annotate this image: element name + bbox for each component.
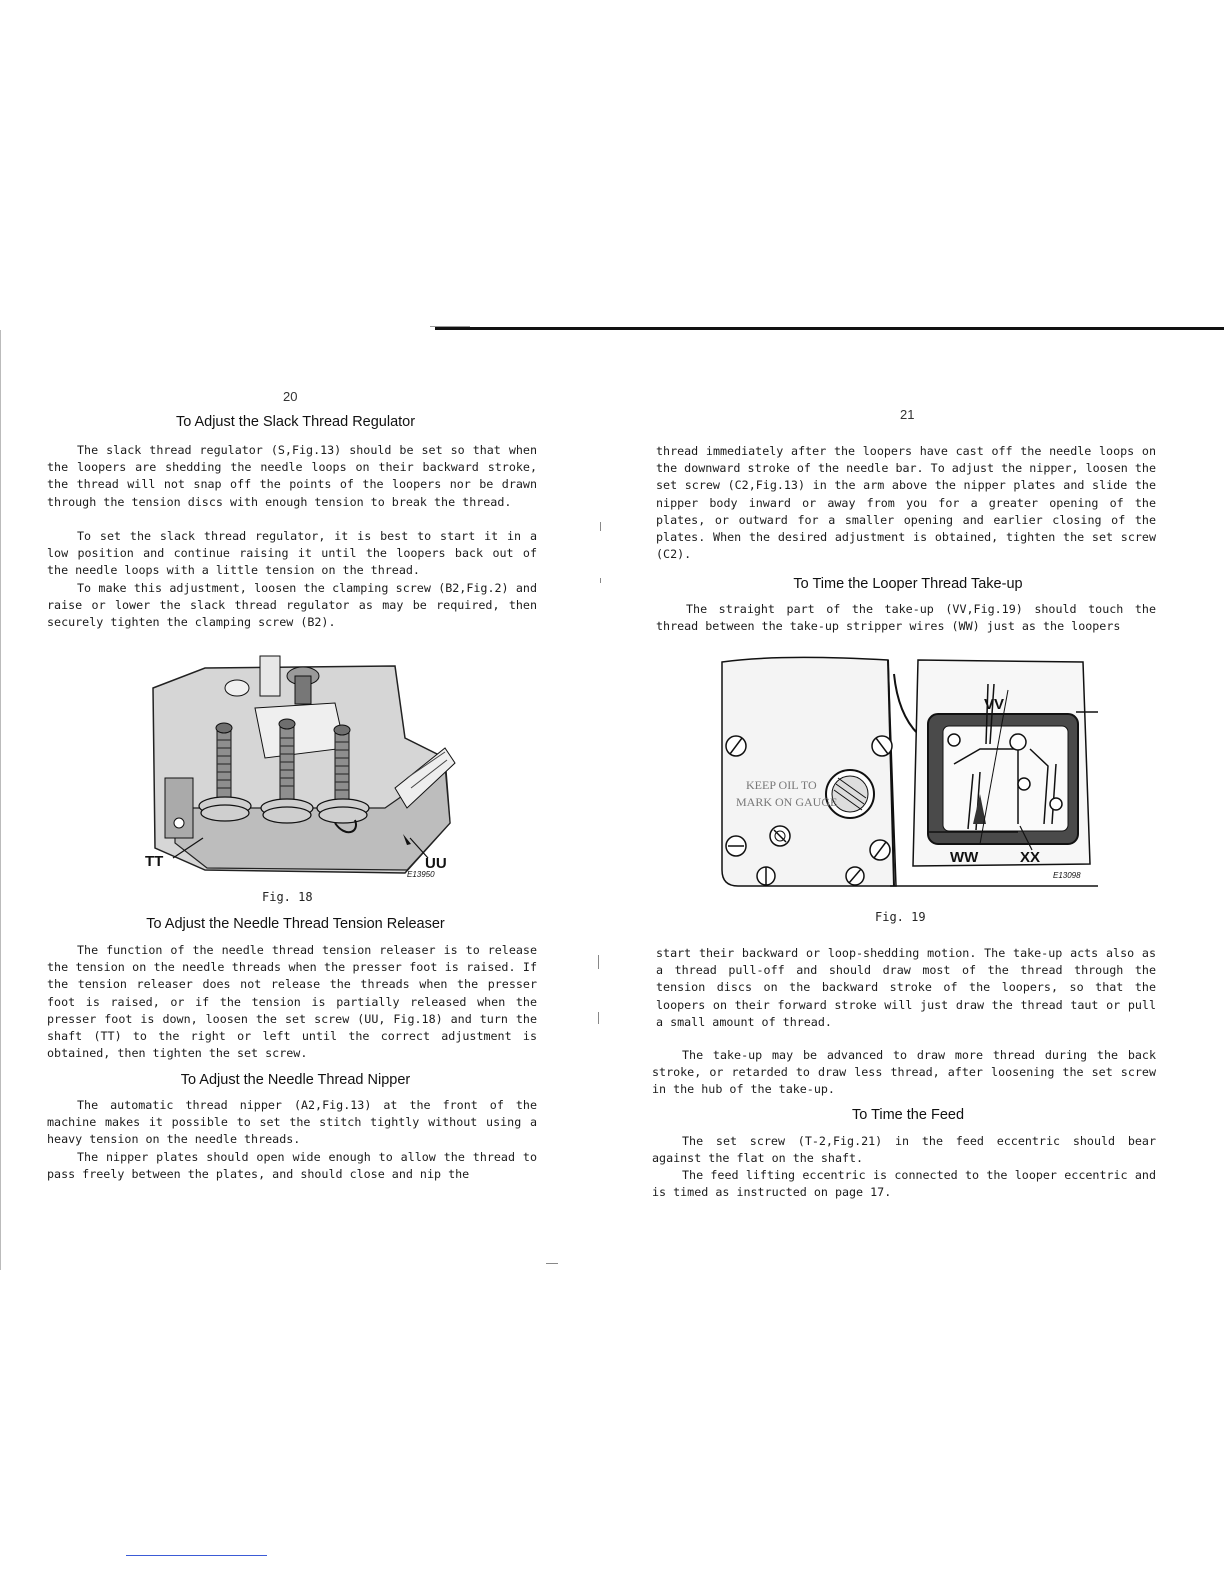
heading-time-the-feed: To Time the Feed xyxy=(851,1107,965,1123)
label-tt: TT xyxy=(145,853,164,870)
label-xx: XX xyxy=(1020,849,1041,866)
top-rule xyxy=(435,327,1224,330)
paragraph: The nipper plates should open wide enough to allow the thread to pass freely between the plates, and should close and nip the xyxy=(47,1150,537,1182)
paragraph: The take-up may be advanced to draw more thread during the back stroke, or retarded to draw less thread, after loosening the set screw in the hub of the take-up. xyxy=(652,1048,1156,1097)
figure-code: E13950 xyxy=(407,870,435,879)
bottom-underline xyxy=(126,1555,267,1556)
figure-code: E13098 xyxy=(1053,871,1081,880)
figure-19-illustration xyxy=(718,654,1098,890)
speck xyxy=(598,1012,599,1024)
paragraph: The feed lifting eccentric is connected to the looper eccentric and is timed as instructed on page 17. xyxy=(652,1168,1156,1200)
label-vv: VV xyxy=(984,696,1005,713)
paragraph: To make this adjustment, loosen the clamping screw (B2,Fig.2) and raise or lower the slack thread regulator as may be required, then securely tighten the clamping screw (B2). xyxy=(47,581,537,630)
speck xyxy=(546,1263,558,1264)
paragraph: The slack thread regulator (S,Fig.13) should be set so that when the loopers are shedding the needle loops on their backward stroke, the thread will not snap off the points of the loopers nor be drawn through the tension discs with enough tension to break the thread. xyxy=(47,443,537,509)
figure-18-illustration xyxy=(145,648,465,883)
paragraph: The function of the needle thread tension releaser is to release the tension on the needle threads when the presser foot is raised. If the tension releaser does not release the threads when the presser foot is raised, or if the tension is partially released when the presser foot is down, loosen the set screw (UU, Fig.18) and turn the shaft (TT) to the right or left until the correct adjustment is obtained, then tighten the set screw. xyxy=(47,943,537,1061)
figure-18-caption: Fig. 18 xyxy=(262,890,313,904)
plate-text-line-1: KEEP OIL TO xyxy=(746,778,817,792)
figure-19-caption: Fig. 19 xyxy=(875,910,926,924)
label-ww: WW xyxy=(950,849,979,866)
paragraph: To set the slack thread regulator, it is best to start it in a low position and continue raising it until the loopers back out of the needle loops with a little tension on the thread. xyxy=(47,529,537,578)
paragraph: The straight part of the take-up (VV,Fig.19) should touch the thread between the take-up stripper wires (WW) just as the loopers xyxy=(656,602,1156,634)
heading-thread-nipper: To Adjust the Needle Thread Nipper xyxy=(180,1072,411,1088)
paragraph: The set screw (T-2,Fig.21) in the feed eccentric should bear against the flat on the shaft. xyxy=(652,1134,1156,1166)
page-number-left: 20 xyxy=(283,389,298,404)
speck xyxy=(600,578,601,583)
paragraph: thread immediately after the loopers have cast off the needle loops on the downward stroke of the needle bar. To adjust the nipper, loosen the set screw (C2,Fig.13) in the arm above the nipper plates and slide the nipper body inward or away from you for a greater opening of the plates, or outward for a smaller opening and earlier closing of the plates. When the desired adjustment is obtained, tighten the set screw (C2). xyxy=(656,444,1156,562)
heading-slack-thread-regulator: To Adjust the Slack Thread Regulator xyxy=(175,414,416,430)
label-uu: UU xyxy=(425,855,447,872)
paragraph: The automatic thread nipper (A2,Fig.13) at the front of the machine makes it possible to set the stitch tightly without using a heavy tension on the needle threads. xyxy=(47,1098,537,1147)
page-number-right: 21 xyxy=(900,407,915,422)
paragraph: start their backward or loop-shedding motion. The take-up acts also as a thread pull-off and should draw most of the thread through the tension discs on the backward stroke of the loopers, so that the loopers on their forward stroke will just draw the thread taut or pull a small amount of thread. xyxy=(656,946,1156,1029)
speck xyxy=(598,955,599,969)
speck xyxy=(600,522,601,531)
heading-tension-releaser: To Adjust the Needle Thread Tension Releaser xyxy=(146,916,445,932)
page-edge-line xyxy=(0,330,1,1270)
plate-text-line-2: MARK ON GAUGE xyxy=(736,795,838,809)
heading-looper-take-up: To Time the Looper Thread Take-up xyxy=(793,576,1023,592)
